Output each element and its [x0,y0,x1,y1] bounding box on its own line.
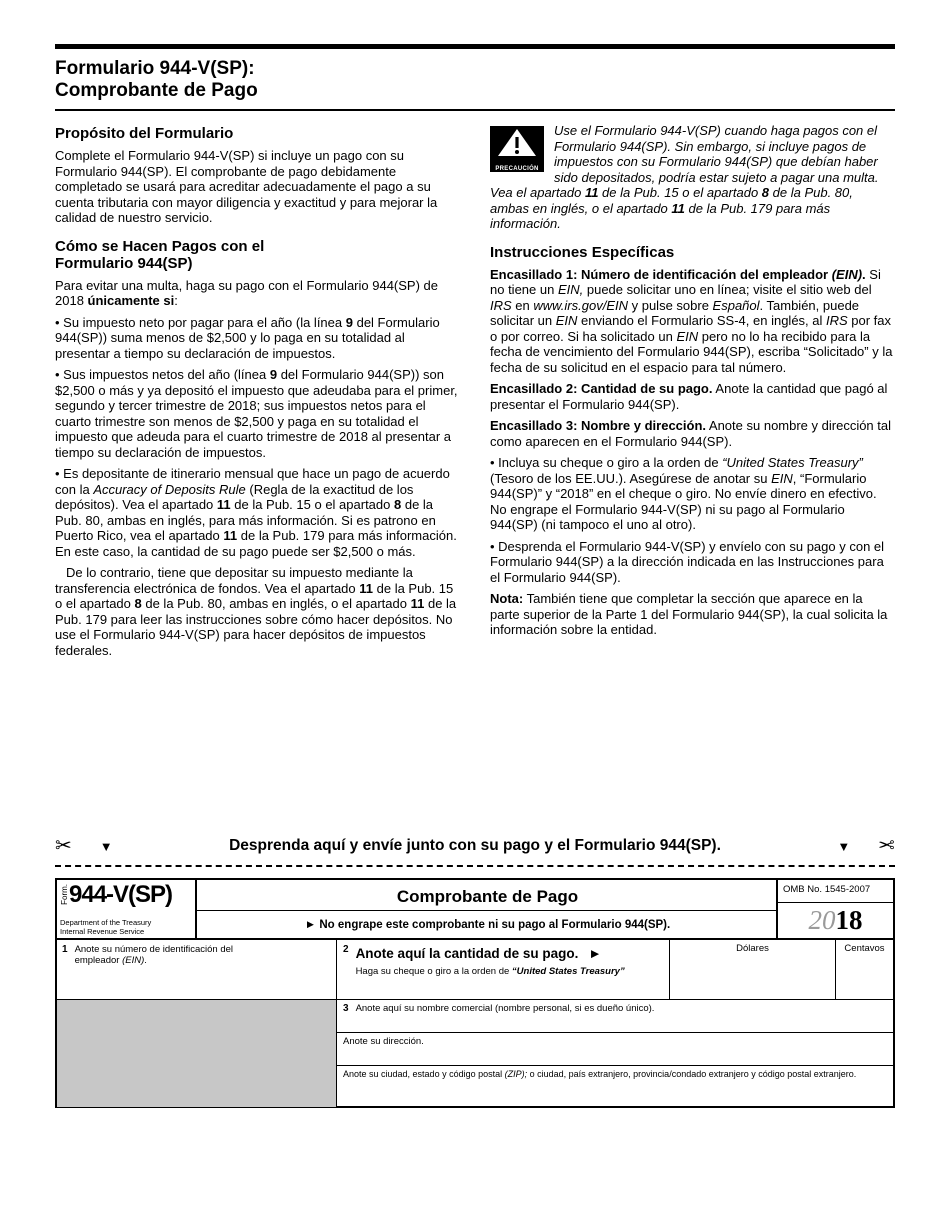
name-address-block [337,1000,893,1107]
warning-triangle-icon [490,126,544,160]
down-arrow-icon: ▼ [99,838,113,854]
form-word-label: Form. [60,884,69,905]
bullet-item: • Sus impuestos netos del año (línea 9 del Formulario 944(SP)) son $2,500 o más y ya depositó el impuesto que adeudaba para el primer, segundo y tercer trimestre de 2018; sus impuestos netos para el cuarto trimestre son menos de $2,500 y paga en su totalidad el impuesto que adeuda para el cuarto trimestre de 2018 al presentar a tiempo su declaración de impuestos. [55,367,458,460]
down-arrow-icon: ▼ [837,838,851,854]
heading-como-line1: Cómo se Hacen Pagos con el [55,237,265,255]
amount-dollars-field[interactable] [670,940,836,999]
dollars-header: Dólares [736,943,769,954]
box2-subtext: Haga su cheque o giro a la orden de “United States Treasury” [355,966,625,977]
title-rule [55,109,895,111]
payment-amount-field[interactable] [337,940,670,999]
tax-year [778,903,893,938]
heading-proposito: Propósito del Formulario [55,125,234,142]
business-name-label: Anote aquí su nombre comercial (nombre personal, si es dueño único). [355,1003,655,1014]
voucher-title-cell [197,880,778,938]
box2-number: 2 [343,944,349,955]
business-name-field[interactable] [337,1000,893,1033]
caution-icon [490,126,544,172]
year-prefix: 20 [808,905,836,935]
address-field[interactable] [337,1033,893,1066]
paragraph-nota: Nota: También tiene que completar la sección que aparece en la parte superior de la Parte 1 del Formulario 944(SP), la cual solicita la información sobre la entidad. [490,591,888,637]
omb-cell [776,880,893,938]
voucher-bottom-row [57,1000,893,1107]
agency-line1: Department of the Treasury [60,918,152,927]
heading-como-pagos [55,238,460,272]
detach-strip [55,836,895,867]
box2-label: Anote aquí la cantidad de su pago. ► [355,946,602,961]
bullet-item: • Desprenda el Formulario 944-V(SP) y envíelo con su pago y con el Formulario 944(SP) a la dirección indicada en las Instrucciones para el Formulario 944(SP). [490,538,885,585]
caution-text: Use el Formulario 944-V(SP) cuando haga pagos con el Formulario 944(SP). Sin embargo, si incluye pagos de impuestos con su Formulario 944(SP) que debían haber sido depositados, podría estar sujeto a pagar una multa. Vea el apartado 11 de la Pub. 15 o el apartado 8 de la Pub. 80, ambas en inglés, o el apartado 11 de la Pub. 179 para más información. [490,123,879,231]
paragraph-encasillado-3: Encasillado 3: Nombre y dirección. Anote su nombre y dirección tal como aparecen en el Formulario 944(SP). [490,418,892,449]
heading-instrucciones: Instrucciones Específicas [490,243,675,261]
form-number: 944-V(SP) [69,881,173,908]
shaded-area [57,1000,337,1107]
doc-title [55,58,895,102]
form-number-cell [57,880,197,938]
paragraph-closing: De lo contrario, tiene que depositar su impuesto mediante la transferencia electrónica de fondos. Vea el apartado 11 de la Pub. 15 o el apartado 8 de la Pub. 80, ambas en inglés, o el apartado 11 de la Pub. 179 para leer las instrucciones sobre cómo hacer depósitos. No use el Formulario 944-V(SP) para hacer depósitos de impuestos federales. [55,565,457,658]
caution-label: PRECAUCIÓN [495,165,539,172]
address-label: Anote su dirección. [343,1036,424,1047]
instructions-content [55,0,895,664]
paragraph-encasillado-2: Encasillado 2: Cantidad de su pago. Anote la cantidad que pagó al presentar el Formulario 944(SP). [490,381,888,412]
voucher-title: Comprobante de Pago [197,880,778,911]
paragraph-intro: Para evitar una multa, haga su pago con el Formulario 944(SP) de 2018 únicamente si: [55,277,438,308]
caution-note [490,123,895,232]
voucher-header [57,880,893,940]
ein-field[interactable] [57,940,337,999]
heading-como-line2: Formulario 944(SP) [55,254,193,272]
scissors-icon: ✂ [878,835,895,857]
year-suffix: 18 [835,905,863,935]
left-column [55,123,460,664]
two-column-body [55,123,895,664]
bullet-item: • Su impuesto neto por pagar para el año (la línea 9 del Formulario 944(SP)) suma menos de $2,500 y lo paga en su totalidad al presentar a tiempo su declaración de impuestos. [55,314,440,361]
voucher-fields-row [57,940,893,1000]
right-column [490,123,895,664]
omb-number: OMB No. 1545-2007 [778,880,893,903]
city-state-zip-label: Anote su ciudad, estado y código postal (ZIP); o ciudad, país extranjero, provincia/condado extranjero y código postal extranjero. [343,1069,857,1079]
paragraph-proposito: Complete el Formulario 944-V(SP) si incluye un pago con su Formulario 944(SP). El comprobante de pago debidamente completado se usará para acreditar adecuadamente el pago a su cuenta tributaria con mayor diligencia y exactitud y para mejorar la calidad de nuestro servicio. [55,148,438,225]
paragraph-encasillado-1: Encasillado 1: Número de identificación del empleador (EIN). Si no tiene un EIN, puede solicitar uno en línea; visite el sitio web del IRS en www.irs.gov/EIN y pulse sobre Español. También, puede solicitar un EIN enviando el Formulario SS-4, en inglés, al IRS por fax o por correo. Si ha solicitado un EIN pero no lo ha recibido para la fecha de vencimiento del Formulario 944(SP), escriba “Solicitado” y la fecha de su solicitud en el espacio para tal número. [490,266,893,375]
box1-label: Anote su número de identificación del empleador (EIN). [74,944,233,966]
top-rule [55,44,895,49]
cents-header: Centavos [844,943,885,954]
agency-line2: Internal Revenue Service [60,926,145,936]
doc-title-line2: Comprobante de Pago [55,80,258,101]
right-arrow-icon: ► [588,946,602,961]
agency-label [60,919,192,936]
box3-number: 3 [343,1003,349,1014]
bullet-item: • Incluya su cheque o giro a la orden de “United States Treasury” (Tesoro de los EE.UU.). Asegúrese de anotar su EIN, “Formulario 944(SP)” y “2018” en el cheque o giro. No envíe dinero en efectivo. No engrape el Formulario 944-V(SP) ni su pago al Formulario 944(SP) (ni tampoco el uno al otro). [490,455,877,532]
scissors-icon: ✂ [55,835,72,857]
bullet-item: • Es depositante de itinerario mensual que hace un pago de acuerdo con la Accuracy of Deposits Rule (Regla de la exactitud de los depósitos). Vea el apartado 11 de la Pub. 15 o el apartado 8 de la Pub. 80, ambas en inglés, para más información. Si es patrono en Puerto Rico, vea el apartado 11 de la Pub. 179 para más información. En este caso, la cantidad de su pago puede ser $2,500 o más. [55,466,457,559]
no-staple-note: ► No engrape este comprobante ni su pago al Formulario 944(SP). [304,919,671,931]
payment-voucher [55,878,895,1108]
doc-title-line1: Formulario 944-V(SP): [55,58,255,79]
city-state-zip-field[interactable] [337,1066,893,1107]
detach-instruction: Desprenda aquí y envíe junto con su pago y el Formulario 944(SP). [229,837,721,854]
amount-cents-field[interactable] [836,940,893,999]
box1-number: 1 [62,944,68,955]
